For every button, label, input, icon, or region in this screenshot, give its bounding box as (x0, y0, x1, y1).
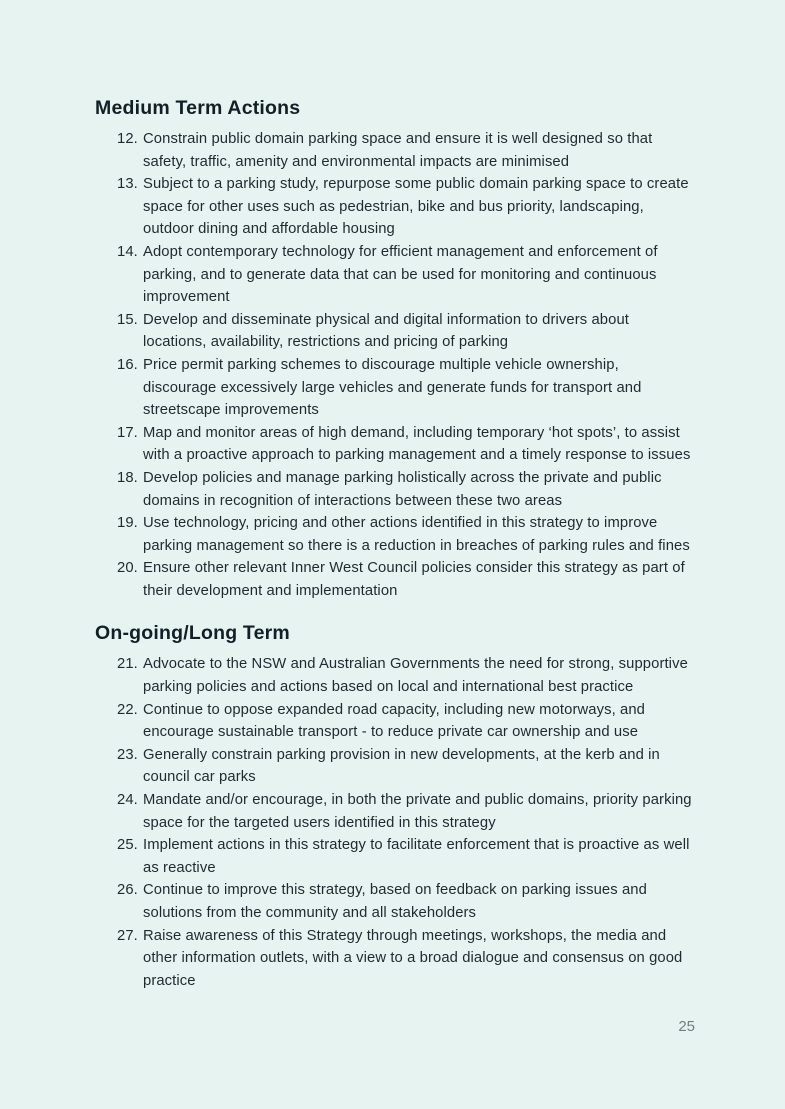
list-item-text: Mandate and/or encourage, in both the private and public domains, priority parking space for the targeted users identified in this strategy (143, 792, 692, 831)
list-item (95, 512, 693, 557)
list-item-number: 18. (117, 469, 138, 486)
action-list-medium-term (95, 128, 693, 602)
section-heading-ongoing-long-term: On-going/Long Term (95, 622, 290, 645)
list-item-text: Continue to oppose expanded road capacity, including new motorways, and encourage sustainable transport - to reduce private car ownership and use (143, 701, 646, 741)
list-item (95, 925, 693, 993)
list-item (95, 834, 693, 879)
page-number: 25 (678, 1018, 695, 1035)
section-heading-medium-term: Medium Term Actions (95, 97, 301, 119)
list-item-text: Ensure other relevant Inner West Council policies consider this strategy as part of their development and implementation (143, 560, 685, 599)
list-item (95, 467, 693, 512)
section-ongoing-long-term (95, 621, 693, 992)
list-item-number: 19. (117, 515, 138, 532)
list-item-text: Continue to improve this strategy, based on feedback on parking issues and solutions from the community and all stakeholders (143, 882, 647, 921)
list-item-text: Adopt contemporary technology for efficient management and enforcement of parking, and to generate data that can be used for monitoring and continuous improvement (143, 243, 658, 306)
list-item-number: 14. (117, 243, 138, 260)
list-item (95, 879, 693, 924)
list-item (95, 241, 693, 309)
list-item-text: Use technology, pricing and other actions identified in this strategy to improve parking management so there is a reduction in breaches of parking rules and fines (143, 515, 690, 554)
list-item-number: 16. (117, 356, 138, 373)
list-item-text: Subject to a parking study, repurpose some public domain parking space to create space for other uses such as pedestrian, bike and bus priority, landscaping, outdoor dining and affordable housing (143, 176, 689, 238)
action-list-ongoing-long-term (95, 653, 693, 992)
list-item-number: 13. (117, 176, 138, 193)
list-item (95, 422, 693, 467)
list-item-text: Generally constrain parking provision in new developments, at the kerb and in council car parks (143, 746, 660, 786)
list-item-number: 12. (117, 131, 138, 147)
list-item-text: Develop and disseminate physical and digital information to drivers about locations, availability, restrictions and pricing of parking (143, 311, 630, 351)
list-item-text: Advocate to the NSW and Australian Governments the need for strong, supportive parking policies and actions based on local and international best practice (143, 656, 688, 696)
list-item-number: 15. (117, 311, 138, 328)
list-item-number: 26. (117, 882, 138, 899)
list-item-text: Constrain public domain parking space and ensure it is well designed so that safety, traffic, amenity and environmental impacts are minimised (143, 131, 653, 170)
list-item-number: 24. (117, 792, 138, 809)
list-item (95, 128, 693, 173)
list-item-text: Develop policies and manage parking holistically across the private and public domains in recognition of interactions between these two areas (143, 469, 662, 509)
list-item (95, 699, 693, 744)
list-item-text: Map and monitor areas of high demand, including temporary ‘hot spots’, to assist with a proactive approach to parking management and a timely response to issues (143, 424, 691, 464)
list-item-text: Price permit parking schemes to discourage multiple vehicle ownership, discourage excessively large vehicles and generate funds for transport and streetscape improvements (143, 356, 642, 419)
list-item-number: 21. (117, 656, 138, 673)
list-item-text: Implement actions in this strategy to facilitate enforcement that is proactive as well as reactive (143, 837, 690, 876)
list-item (95, 557, 693, 602)
list-item-number: 25. (117, 837, 138, 854)
list-item-number: 23. (117, 746, 138, 763)
list-item-number: 27. (117, 927, 138, 944)
list-item-number: 20. (117, 560, 138, 577)
list-item-number: 22. (117, 701, 138, 718)
list-item-text: Raise awareness of this Strategy through meetings, workshops, the media and other information outlets, with a view to a broad dialogue and consensus on good practice (143, 927, 683, 989)
list-item-number: 17. (117, 424, 138, 441)
list-item (95, 653, 693, 698)
list-item (95, 309, 693, 354)
list-item (95, 354, 693, 422)
list-item (95, 744, 693, 789)
section-medium-term (95, 96, 693, 602)
list-item (95, 789, 693, 834)
list-item (95, 173, 693, 241)
